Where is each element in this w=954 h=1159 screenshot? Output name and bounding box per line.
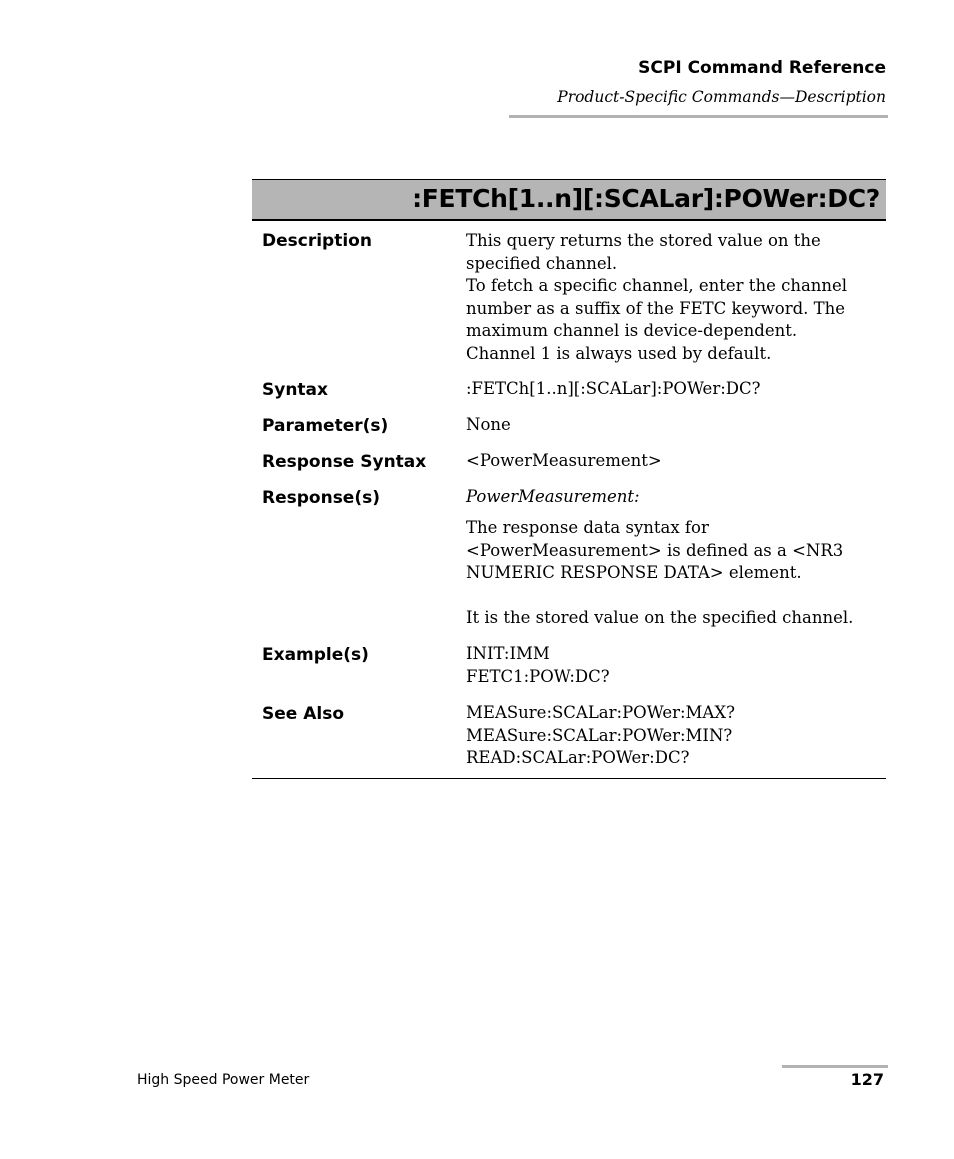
responses-param-name [466, 486, 876, 509]
example-line: FETC1:POW:DC? [466, 666, 610, 686]
description-line: To fetch a specific channel, enter the channel [466, 276, 848, 296]
footer-rule [782, 1065, 888, 1068]
see-also-link: MEASure:SCALar:POWer:MIN? [466, 725, 733, 745]
response-parameter-name: PowerMeasurement: [466, 487, 640, 506]
responses-line: The response data syntax for [466, 518, 709, 537]
section-subtitle: Product-Specific Commands—Description [557, 88, 886, 106]
description-line: specified channel. [466, 253, 618, 273]
see-also-label: See Also [262, 704, 345, 724]
description-line: This query returns the stored value on the [466, 231, 821, 250]
responses-line: <PowerMeasurement> is defined as a <NR3 [466, 540, 844, 560]
see-also-link: READ:SCALar:POWer:DC? [466, 748, 690, 768]
syntax-label: Syntax [262, 380, 328, 400]
header-rule [509, 115, 888, 118]
syntax-text: :FETCh[1..n][:SCALar]:POWer:DC? [466, 379, 761, 398]
see-also-link: MEASure:SCALar:POWer:MAX? [466, 703, 735, 722]
example-line: INIT:IMM [466, 644, 550, 663]
examples-label: Example(s) [262, 645, 369, 665]
response-syntax-value [466, 450, 876, 473]
command-title-bar [252, 179, 886, 221]
responses-value [466, 517, 876, 585]
responses-label: Response(s) [262, 488, 380, 508]
parameters-text: None [466, 415, 511, 434]
footer-product-name: High Speed Power Meter [137, 1072, 310, 1088]
description-line: number as a suffix of the FETC keyword. The [466, 298, 846, 318]
description-value [466, 230, 876, 366]
chapter-title: SCPI Command Reference [638, 58, 886, 78]
command-title: :FETCh[1..n][:SCALar]:POWer:DC? [412, 184, 880, 213]
table-bottom-rule [252, 778, 886, 779]
page-number: 127 [850, 1070, 884, 1089]
response-syntax-text: <PowerMeasurement> [466, 451, 662, 470]
syntax-value [466, 378, 876, 401]
see-also-value [466, 702, 876, 770]
responses-line: NUMERIC RESPONSE DATA> element. [466, 563, 802, 583]
description-line: Channel 1 is always used by default. [466, 343, 772, 363]
description-label: Description [262, 231, 372, 251]
parameters-value [466, 414, 876, 437]
parameters-label: Parameter(s) [262, 416, 389, 436]
responses-note [466, 607, 876, 630]
response-syntax-label: Response Syntax [262, 452, 427, 472]
description-line: maximum channel is device-dependent. [466, 321, 798, 341]
examples-value [466, 643, 876, 688]
responses-note-text: It is the stored value on the specified channel. [466, 608, 854, 627]
